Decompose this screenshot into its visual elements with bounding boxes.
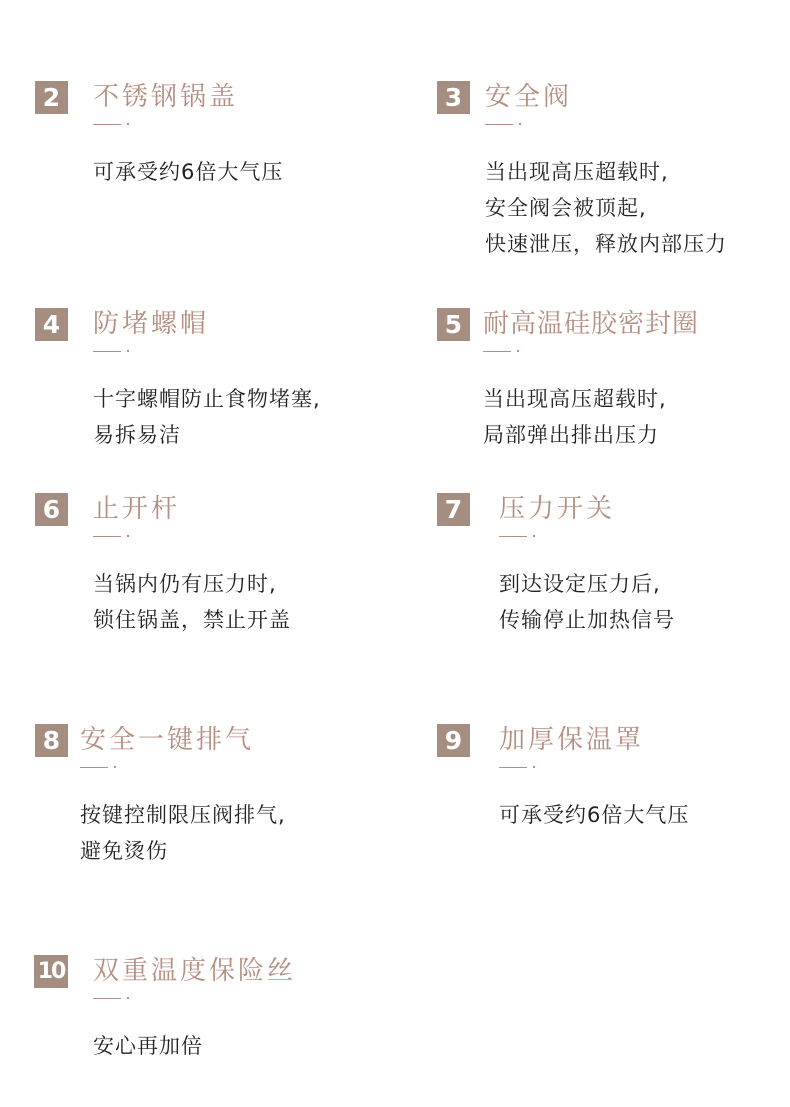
feature-description bbox=[93, 381, 321, 453]
feature-title: 止开杆 bbox=[93, 494, 181, 524]
title-underline bbox=[93, 351, 121, 352]
feature-number-badge: 10 bbox=[34, 955, 68, 988]
description-line: 当出现高压超载时, bbox=[483, 387, 667, 411]
feature-title: 防堵螺帽 bbox=[93, 309, 210, 339]
feature-description bbox=[93, 154, 283, 190]
feature-description bbox=[93, 1028, 203, 1064]
title-underline bbox=[80, 767, 108, 768]
description-line: 易拆易洁 bbox=[93, 423, 181, 447]
description-line: 安心再加倍 bbox=[93, 1034, 203, 1058]
title-underline bbox=[93, 124, 121, 125]
feature-number-badge: 4 bbox=[35, 308, 68, 341]
description-line: 当出现高压超载时, bbox=[485, 160, 669, 184]
feature-description bbox=[93, 566, 291, 638]
title-underline-dot bbox=[127, 535, 129, 537]
feature-title: 压力开关 bbox=[499, 494, 616, 524]
title-underline-dot bbox=[519, 123, 521, 125]
title-underline bbox=[93, 998, 121, 999]
title-underline bbox=[485, 124, 513, 125]
title-underline bbox=[499, 536, 527, 537]
feature-title: 安全阀 bbox=[485, 82, 573, 112]
feature-title: 不锈钢锅盖 bbox=[93, 82, 239, 112]
title-underline-dot bbox=[127, 997, 129, 999]
feature-number-badge: 8 bbox=[35, 724, 68, 757]
description-line: 到达设定压力后, bbox=[499, 572, 661, 596]
feature-title: 加厚保温罩 bbox=[499, 725, 645, 755]
title-underline-dot bbox=[127, 350, 129, 352]
title-underline-dot bbox=[517, 350, 519, 352]
feature-number-badge: 5 bbox=[437, 308, 470, 341]
feature-description bbox=[499, 566, 675, 638]
feature-number-badge: 6 bbox=[35, 493, 68, 526]
description-line: 传输停止加热信号 bbox=[499, 608, 675, 632]
feature-number-badge: 7 bbox=[437, 493, 470, 526]
feature-description bbox=[483, 381, 667, 453]
title-underline-dot bbox=[114, 766, 116, 768]
feature-title: 安全一键排气 bbox=[80, 725, 255, 755]
title-underline-dot bbox=[533, 766, 535, 768]
feature-number-badge: 9 bbox=[437, 724, 470, 757]
feature-description bbox=[499, 797, 689, 833]
description-line: 按键控制限压阀排气, bbox=[80, 803, 286, 827]
feature-number-badge: 2 bbox=[35, 81, 68, 114]
description-line: 十字螺帽防止食物堵塞, bbox=[93, 387, 321, 411]
title-underline bbox=[483, 351, 511, 352]
feature-title: 双重温度保险丝 bbox=[93, 956, 297, 986]
title-underline-dot bbox=[127, 123, 129, 125]
description-line: 避免烫伤 bbox=[80, 839, 168, 863]
description-line: 锁住锅盖，禁止开盖 bbox=[93, 608, 291, 632]
feature-description bbox=[485, 154, 727, 262]
description-line: 可承受约6倍大气压 bbox=[93, 160, 284, 184]
feature-description bbox=[80, 797, 286, 869]
description-line: 可承受约6倍大气压 bbox=[499, 803, 690, 827]
description-line: 当锅内仍有压力时, bbox=[93, 572, 277, 596]
description-line: 安全阀会被顶起, bbox=[485, 196, 647, 220]
title-underline-dot bbox=[533, 535, 535, 537]
description-line: 快速泄压，释放内部压力 bbox=[485, 232, 727, 256]
description-line: 局部弹出排出压力 bbox=[483, 423, 659, 447]
title-underline bbox=[93, 536, 121, 537]
feature-number-badge: 3 bbox=[437, 81, 470, 114]
title-underline bbox=[499, 767, 527, 768]
feature-title: 耐高温硅胶密封圈 bbox=[483, 309, 700, 339]
